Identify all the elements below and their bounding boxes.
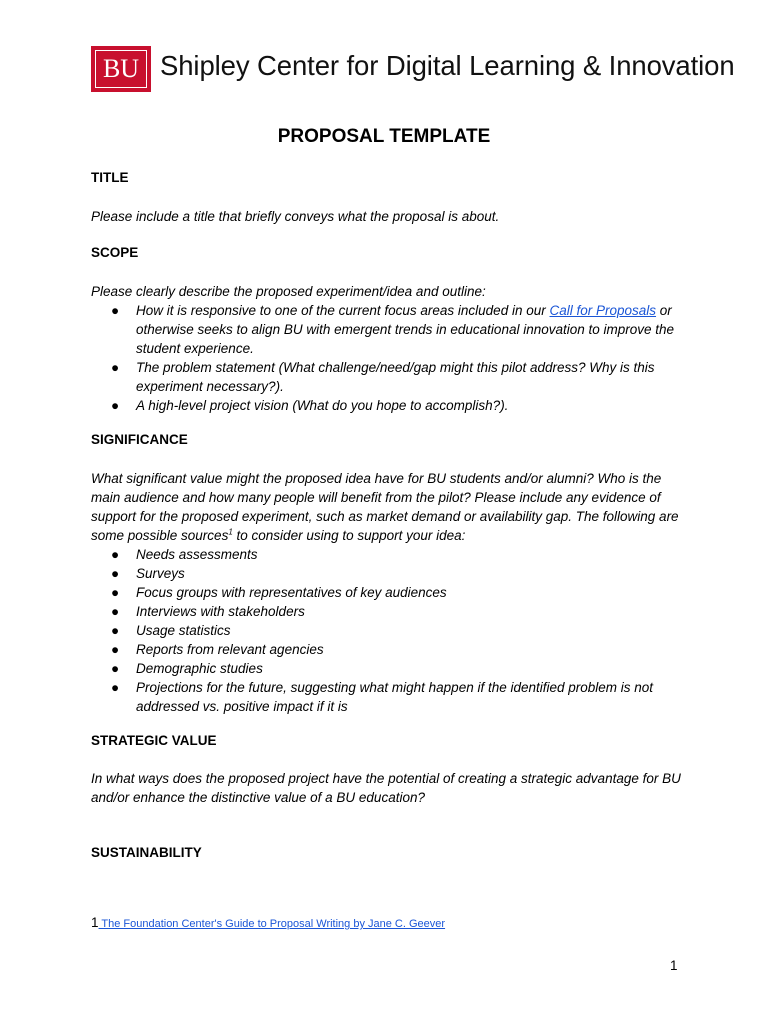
bullet-icon: ● [111,604,120,619]
source-item-text: Surveys [136,566,185,581]
bullet-icon: ● [111,360,120,375]
source-item-text: Demographic studies [136,661,263,676]
bullet-icon: ● [111,547,120,562]
bullet-icon: ● [111,680,120,695]
footnote-link[interactable]: The Foundation Center's Guide to Proposal Writing by Jane C. Geever [98,918,446,930]
list-item [91,678,681,716]
bullet-icon: ● [111,566,120,581]
call-for-proposals-link[interactable]: Call for Proposals [549,303,657,318]
source-item-text: Usage statistics [136,623,231,638]
scope-bullet-2-text: The problem statement (What challenge/need/gap might this pilot address? Why is this experiment necessary?). [136,360,655,394]
list-item [91,396,681,415]
significance-bullet-list [91,545,681,716]
section-heading-title: TITLE [91,170,129,185]
scope-intro: Please clearly describe the proposed experiment/idea and outline: [91,284,486,299]
bullet-icon: ● [111,661,120,676]
significance-intro [91,469,681,545]
list-item [91,564,681,583]
source-item-text: Focus groups with representatives of key audiences [136,585,447,600]
source-item-text: Needs assessments [136,547,258,562]
section-heading-scope: SCOPE [91,245,139,260]
list-item [91,659,681,678]
significance-intro-text: What significant value might the proposed idea have for BU students and/or alumni? Who is the main audience and how many people will benefit from the pilot? Please include any evidence of support for the proposed experiment, such as market demand or availability gap. The following are some possible sources [91,471,679,543]
source-item-text: Reports from relevant agencies [136,642,324,657]
scope-bullet-1-text-end: or otherwise seeks to align BU with emergent trends in educational innovation to improve the student experience. [136,303,675,356]
bu-logo [91,46,151,92]
bullet-icon: ● [111,398,120,413]
list-item [91,545,681,564]
bullet-icon: ● [111,585,120,600]
list-item [91,583,681,602]
center-name: Shipley Center for Digital Learning & Innovation [160,50,735,81]
page-number: 1 [670,958,678,973]
bullet-icon: ● [111,303,120,318]
source-item-text: Projections for the future, suggesting what might happen if the identified problem is not addressed vs. positive impact if it is [136,680,654,714]
strategic-value-text: In what ways does the proposed project have the potential of creating a strategic advantage for BU and/or enhance the distinctive value of a BU education? [91,771,681,805]
list-item [91,621,681,640]
scope-bullet-3-text: A high-level project vision (What do you hope to accomplish?). [136,398,509,413]
scope-bullet-list [91,301,681,415]
bullet-icon: ● [111,642,120,657]
list-item [91,358,681,396]
list-item [91,640,681,659]
footnote [91,915,445,930]
source-item-text: Interviews with stakeholders [136,604,305,619]
footnote-reference: 1 [228,527,233,537]
title-description: Please include a title that briefly conveys what the proposal is about. [91,209,500,224]
document-title: PROPOSAL TEMPLATE [277,126,491,147]
footnote-number: 1 [91,915,99,930]
section-heading-significance: SIGNIFICANCE [91,432,188,447]
section-heading-strategic-value: STRATEGIC VALUE [91,733,217,748]
significance-intro-text-end: to consider using to support your idea: [232,528,466,543]
section-heading-sustainability: SUSTAINABILITY [91,845,202,860]
bu-logo-text: BU [95,50,147,88]
scope-bullet-1-text: How it is responsive to one of the current focus areas included in our [136,303,550,318]
list-item [91,602,681,621]
bullet-icon: ● [111,623,120,638]
list-item [91,301,681,358]
